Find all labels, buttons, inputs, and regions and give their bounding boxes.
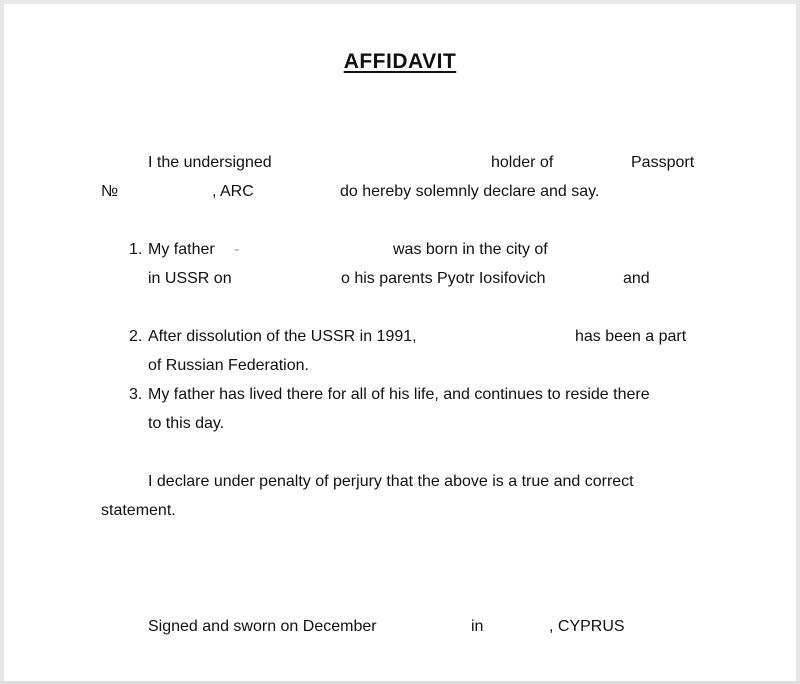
item-2-number: 2. xyxy=(129,328,143,345)
intro-text-2: holder of xyxy=(491,154,554,171)
item-1-number: 1. xyxy=(129,241,143,258)
page-frame-right xyxy=(796,0,800,684)
item-2-text-3: of Russian Federation. xyxy=(148,357,309,374)
intro-text-4: , ARC xyxy=(212,183,254,200)
declaration-text-1: I declare under penalty of perjury that the above is a true and correct xyxy=(148,473,634,490)
item-2-text-1: After dissolution of the USSR in 1991, xyxy=(148,328,417,345)
declaration-text-2: statement. xyxy=(101,502,176,519)
item-1-text-3: in USSR on xyxy=(148,270,232,287)
document-title: AFFIDAVIT xyxy=(343,50,457,73)
signature-text-2: in xyxy=(471,618,484,635)
item-1-redaction-mark: - xyxy=(234,241,240,258)
item-3-text-1: My father has lived there for all of his life, and continues to reside there xyxy=(148,386,650,403)
signature-text-1: Signed and sworn on December xyxy=(148,618,377,635)
intro-text-5: do hereby solemnly declare and say. xyxy=(340,183,600,200)
intro-text-3: Passport xyxy=(631,154,695,171)
item-1-text-2: was born in the city of xyxy=(393,241,548,258)
passport-number-symbol: № xyxy=(101,183,119,200)
page-frame-top xyxy=(0,0,800,4)
item-1-text-1: My father xyxy=(148,241,215,258)
page-frame-left xyxy=(0,0,4,684)
item-3-text-2: to this day. xyxy=(148,415,225,432)
item-2-text-2: has been a part xyxy=(575,328,687,345)
signature-text-3: , CYPRUS xyxy=(549,618,625,635)
item-3-number: 3. xyxy=(129,386,143,403)
item-1-text-4: o his parents Pyotr Iosifovich xyxy=(341,270,546,287)
item-1-text-5: and xyxy=(623,270,650,287)
intro-text-1: I the undersigned xyxy=(148,154,272,171)
